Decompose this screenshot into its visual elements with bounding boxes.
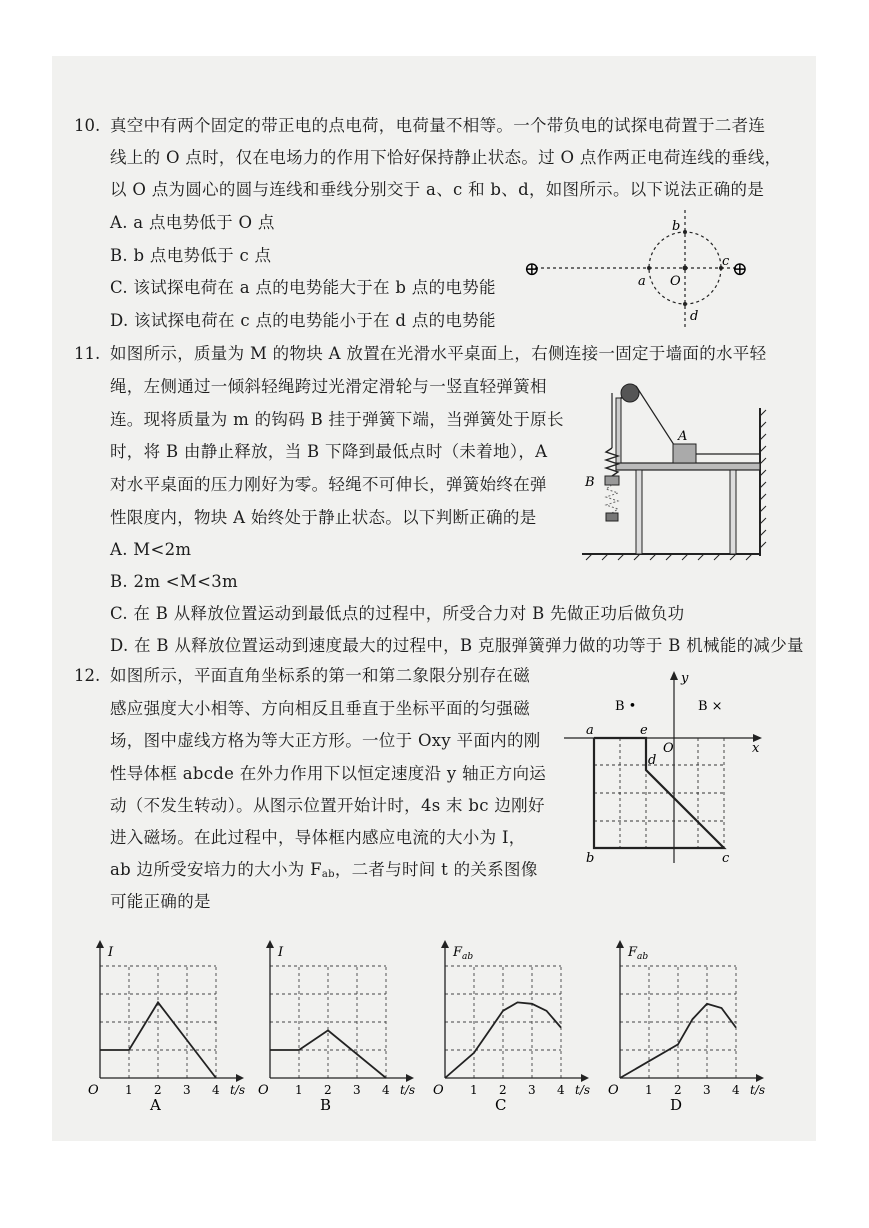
vertex-d-label: d bbox=[648, 753, 657, 768]
q11-stem-line-6: 性限度内，物块 A 始终处于静止状态。以下判断正确的是 bbox=[110, 508, 537, 527]
q10-option-a: A. a 点电势低于 O 点 bbox=[110, 213, 275, 232]
graph-caption: A bbox=[150, 1096, 161, 1114]
q11-number: 11. bbox=[74, 344, 101, 363]
q12-stem-line-7 bbox=[110, 862, 538, 880]
q10-number: 10. bbox=[74, 116, 101, 135]
q11-stem-line-4: 时，将 B 由静止释放，当 B 下降到最低点时（未着地），A bbox=[110, 442, 548, 461]
left-positive-charge: ⊕ bbox=[524, 258, 540, 280]
q12-stem-line-3: 场，图中虚线方格为等大正方形。一位于 Oxy 平面内的刚 bbox=[110, 731, 541, 750]
graph-y-label: I bbox=[108, 945, 114, 960]
q12-stem-line-5: 动（不发生转动）。从图示位置开始计时，4s 末 bc 边刚好 bbox=[110, 796, 545, 815]
graph-x-tick-label: 2 bbox=[324, 1083, 332, 1097]
q12-stem-line-1: 如图所示，平面直角坐标系的第一和第二象限分别存在磁 bbox=[110, 666, 530, 685]
graph-origin-label: O bbox=[88, 1083, 99, 1098]
vertex-a-label: a bbox=[586, 723, 594, 738]
graph-x-tick-label: 1 bbox=[470, 1083, 478, 1097]
graph-x-tick-label: 1 bbox=[295, 1083, 303, 1097]
x-axis-label: x bbox=[752, 741, 760, 756]
graph-x-unit-label: t/s bbox=[230, 1083, 246, 1097]
graph-origin-label: O bbox=[608, 1083, 619, 1098]
graph-x-tick-label: 1 bbox=[645, 1083, 653, 1097]
q11-option-d: D. 在 B 从释放位置运动到速度最大的过程中，B 克服弹簧弹力做的功等于 B 机械能的减少量 bbox=[110, 636, 804, 655]
graph-origin-label: O bbox=[258, 1083, 269, 1098]
graph-y-label: I bbox=[278, 945, 284, 960]
graph-x-tick-label: 4 bbox=[557, 1083, 565, 1097]
graph-x-tick-label: 4 bbox=[382, 1083, 390, 1097]
q12-line7-post: ，二者与时间 t 的关系图像 bbox=[334, 860, 538, 879]
q12-stem-line-8: 可能正确的是 bbox=[110, 892, 211, 911]
point-a-label: a bbox=[638, 274, 646, 289]
q12-number: 12. bbox=[74, 666, 101, 685]
graph-option-a bbox=[88, 935, 263, 1125]
graph-x-tick-label: 3 bbox=[353, 1083, 361, 1097]
graph-x-unit-label: t/s bbox=[400, 1083, 416, 1097]
q12-stem-line-2: 感应强度大小相等、方向相反且垂直于坐标平面的匀强磁 bbox=[110, 699, 530, 718]
q11-stem-line-1: 如图所示，质量为 M 的物块 A 放置在光滑水平桌面上，右侧连接一固定于墙面的水平轻 bbox=[110, 344, 767, 363]
q12-line7-pre: ab 边所受安培力的大小为 F bbox=[110, 860, 322, 879]
vertex-c-label: c bbox=[722, 851, 730, 866]
q11-option-c: C. 在 B 从释放位置运动到最低点的过程中，所受合力对 B 先做正功后做负功 bbox=[110, 604, 685, 623]
q11-stem-line-5: 对水平桌面的压力刚好为零。轻绳不可伸长，弹簧始终在弹 bbox=[110, 475, 547, 494]
q10-charge-diagram bbox=[520, 205, 760, 330]
graph-x-tick-label: 2 bbox=[154, 1083, 162, 1097]
graph-x-tick-label: 3 bbox=[703, 1083, 711, 1097]
field-B-in-label: B × bbox=[698, 699, 723, 714]
origin-label: O bbox=[663, 741, 674, 756]
point-O-label: O bbox=[670, 274, 681, 289]
graph-caption: D bbox=[670, 1096, 683, 1114]
graph-origin-label: O bbox=[433, 1083, 444, 1098]
q10-option-c: C. 该试探电荷在 a 点的电势能大于在 b 点的电势能 bbox=[110, 278, 496, 297]
q11-option-a: A. M<2m bbox=[110, 540, 192, 559]
graph-caption: B bbox=[320, 1096, 332, 1114]
point-c-label: c bbox=[722, 254, 730, 269]
right-positive-charge: ⊕ bbox=[732, 258, 748, 280]
graph-caption: C bbox=[495, 1096, 507, 1114]
q10-stem-line-1: 真空中有两个固定的带正电的点电荷，电荷量不相等。一个带负电的试探电荷置于二者连 bbox=[110, 116, 766, 135]
graph-y-label: $F_{ab}$ bbox=[453, 945, 474, 962]
field-B-out-label: B • bbox=[615, 699, 637, 714]
graph-x-tick-label: 2 bbox=[499, 1083, 507, 1097]
graph-x-tick-label: 3 bbox=[528, 1083, 536, 1097]
q11-stem-line-3: 连。现将质量为 m 的钩码 B 挂于弹簧下端，当弹簧处于原长 bbox=[110, 410, 564, 429]
graph-y-label: $F_{ab}$ bbox=[628, 945, 649, 962]
graph-x-tick-label: 2 bbox=[674, 1083, 682, 1097]
graph-x-tick-label: 3 bbox=[183, 1083, 191, 1097]
graph-x-unit-label: t/s bbox=[575, 1083, 591, 1097]
graph-option-b bbox=[258, 935, 433, 1125]
point-d-label: d bbox=[690, 309, 699, 324]
vertex-b-label: b bbox=[586, 851, 595, 866]
q10-option-d: D. 该试探电荷在 c 点的电势能小于在 d 点的电势能 bbox=[110, 311, 496, 330]
graph-x-unit-label: t/s bbox=[750, 1083, 766, 1097]
q10-stem-line-2: 线上的 O 点时，仅在电场力的作用下恰好保持静止状态。过 O 点作两正电荷连线的垂线， bbox=[110, 148, 782, 167]
block-A-label: A bbox=[678, 429, 688, 444]
graph-option-d bbox=[608, 935, 783, 1125]
y-axis-label: y bbox=[681, 671, 689, 686]
graph-x-tick-label: 4 bbox=[732, 1083, 740, 1097]
graph-x-tick-label: 4 bbox=[212, 1083, 220, 1097]
q11-pulley-diagram bbox=[580, 368, 770, 563]
vertex-e-label: e bbox=[640, 723, 648, 738]
graph-x-tick-label: 1 bbox=[125, 1083, 133, 1097]
q11-option-b: B. 2m <M<3m bbox=[110, 572, 238, 591]
q12-field-diagram bbox=[560, 668, 770, 868]
q12-stem-line-6: 进入磁场。在此过程中，导体框内感应电流的大小为 I， bbox=[110, 828, 526, 847]
mass-B-label: B bbox=[585, 475, 595, 490]
q10-stem-line-3: 以 O 点为圆心的圆与连线和垂线分别交于 a、c 和 b、d，如图所示。以下说法正确的是 bbox=[110, 180, 765, 199]
q12-line7-sub: ab bbox=[321, 869, 335, 880]
q12-stem-line-4: 性导体框 abcde 在外力作用下以恒定速度沿 y 轴正方向运 bbox=[110, 764, 547, 783]
graph-option-c bbox=[433, 935, 608, 1125]
q10-option-b: B. b 点电势低于 c 点 bbox=[110, 246, 272, 265]
point-b-label: b bbox=[672, 219, 681, 234]
q11-stem-line-2: 绳，左侧通过一倾斜轻绳跨过光滑定滑轮与一竖直轻弹簧相 bbox=[110, 377, 547, 396]
